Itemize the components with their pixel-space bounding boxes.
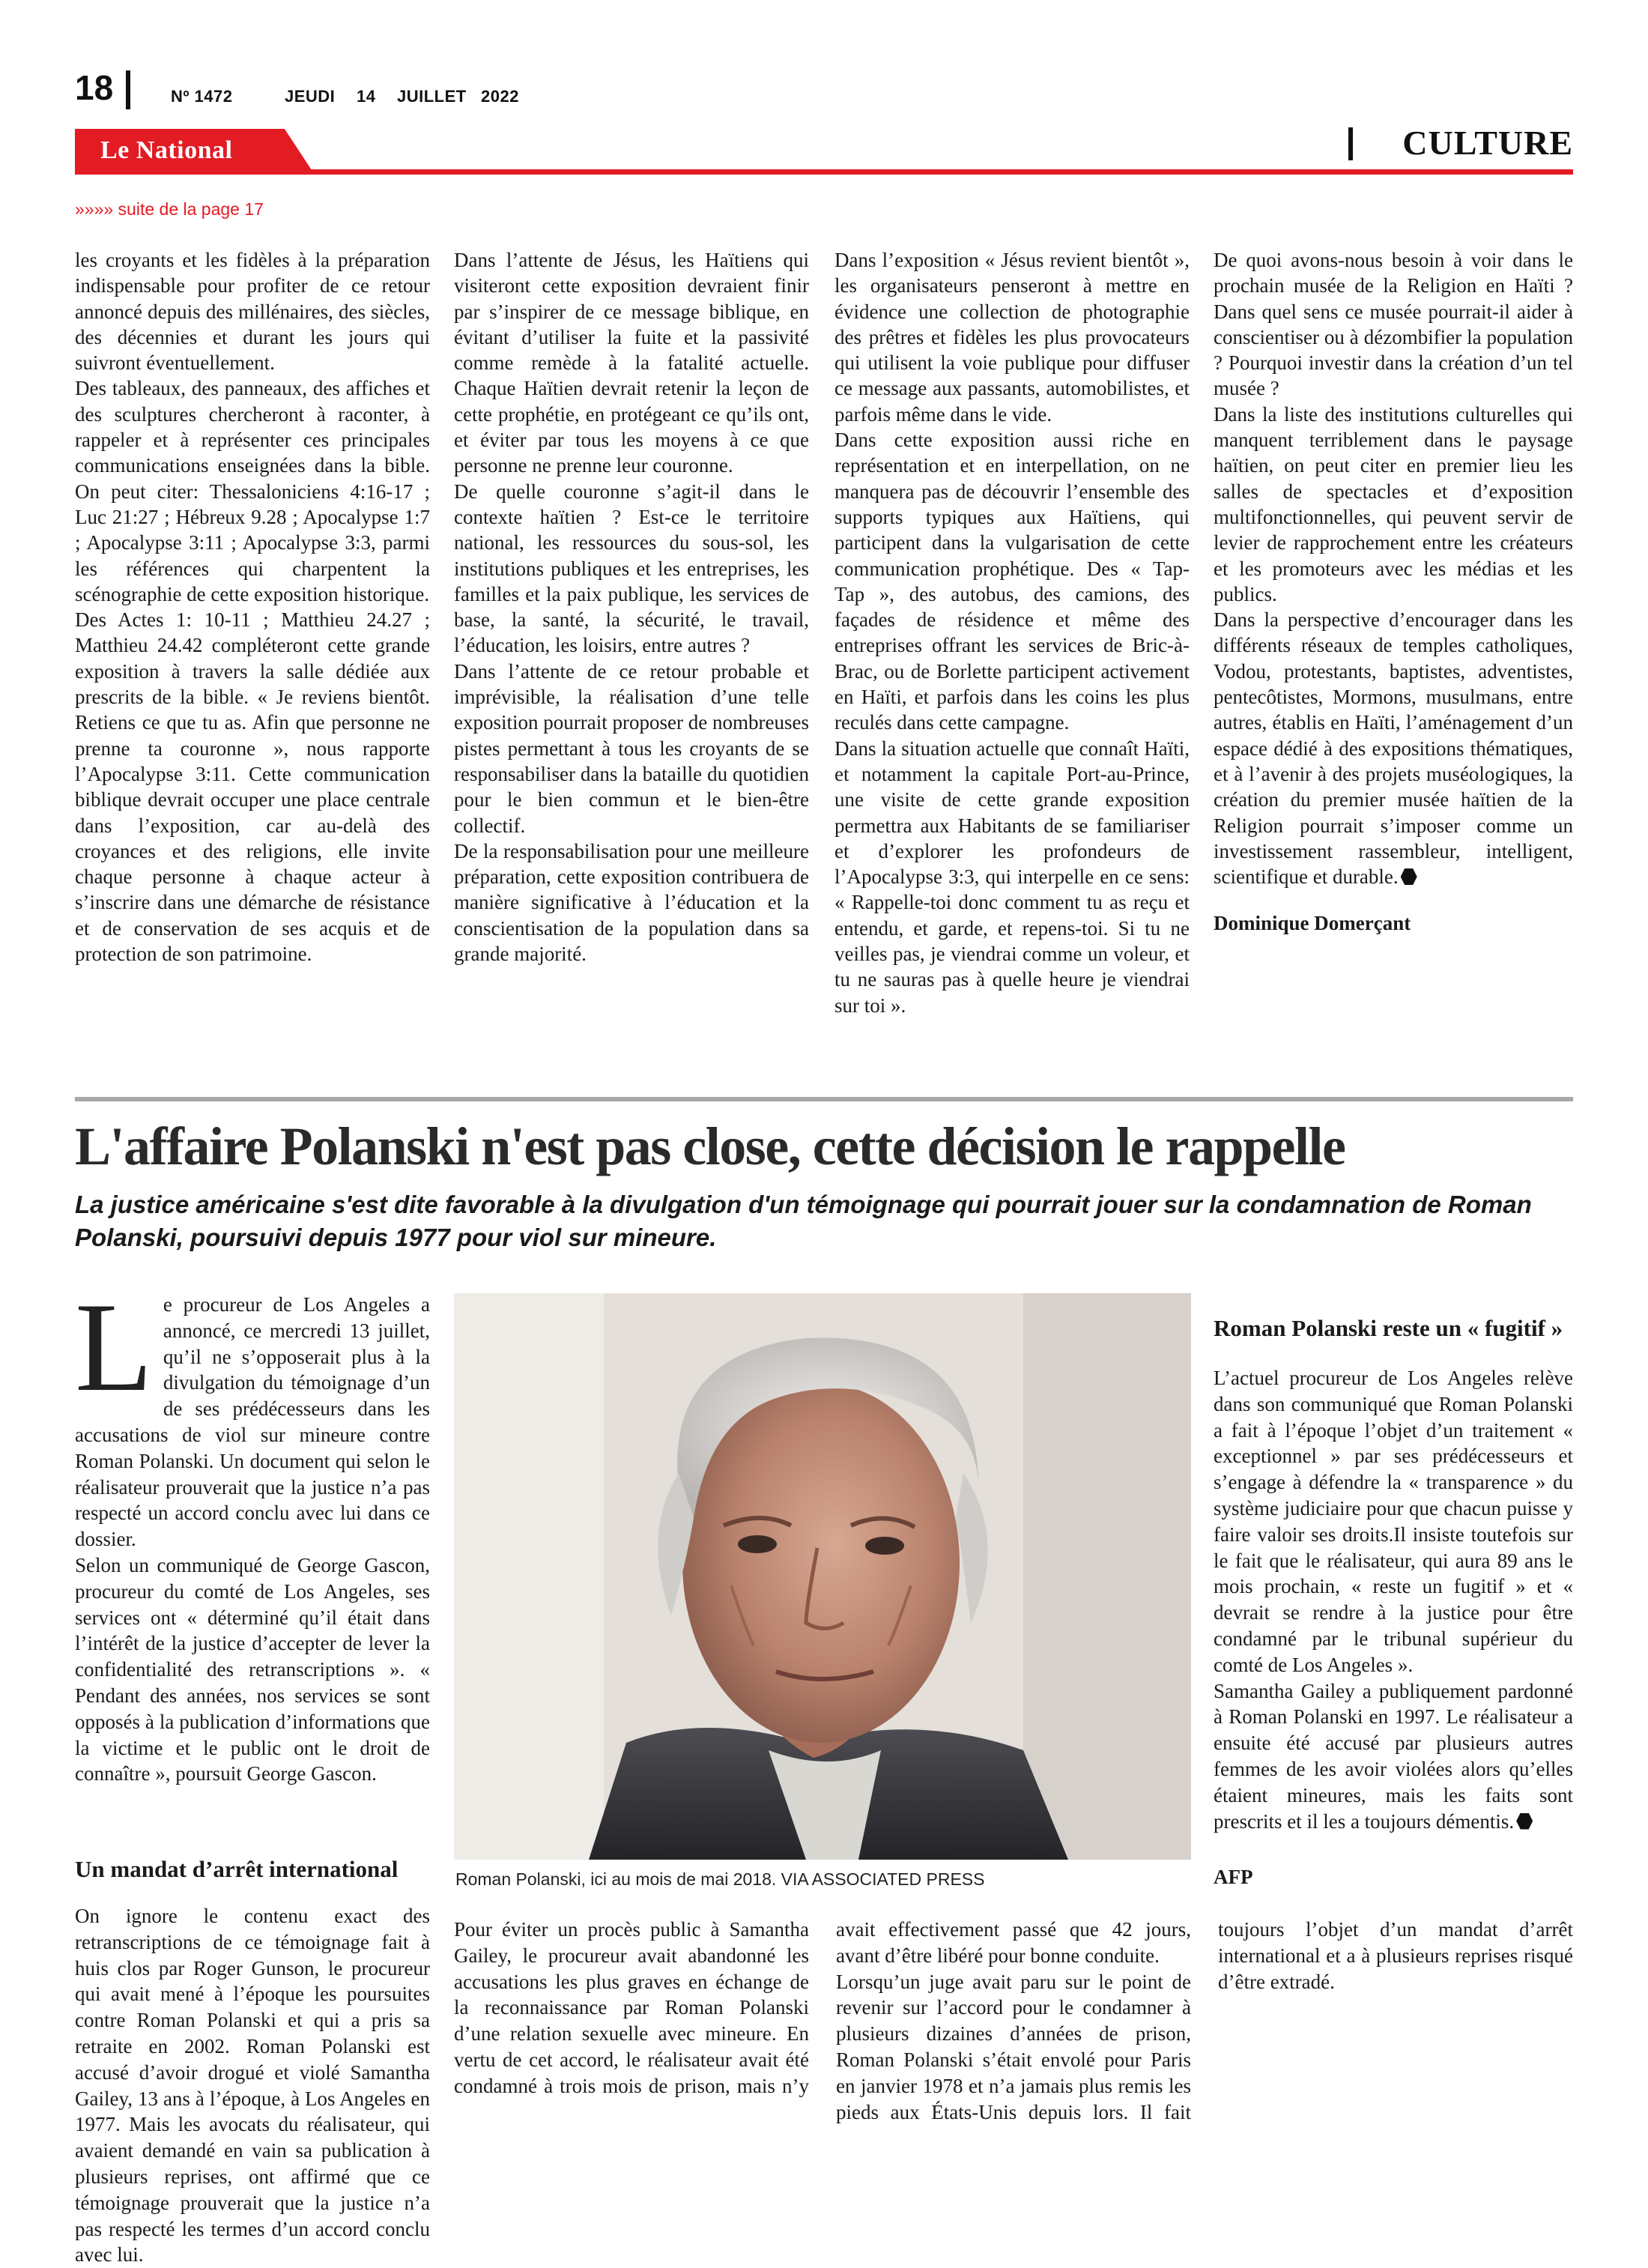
article-divider [75, 1097, 1573, 1101]
date-day: 14 [357, 87, 376, 106]
author-byline: AFP [1214, 1866, 1253, 1889]
date-month: JUILLET [397, 87, 467, 106]
paragraph: Lorsqu’un juge avait paru sur le point de revenir sur l’accord pour le condamner à plusieurs dizaines d’années de prison, Roman Polanski s’était envolé pour Paris en janvier 1978 et n’a jamais plus remis les pieds aux États-Unis depuis lors. Il fait toujours l’objet d’un mandat d’arrêt international et a à plusieurs reprises risqué d’être extradé. [836, 1918, 1573, 2123]
top-article-column-4 [1214, 247, 1573, 937]
paragraph: Dans l’exposition « Jésus revient bientôt », les organisateurs penseront à mettre en évidence une collection de photographie des prêtres et fidèles les plus provocateurs qui utilisent la voie publique pour diffuser ce message aux passants, automobilistes, et parfois même dans le vide. [834, 249, 1190, 426]
end-of-article-icon [1401, 868, 1417, 885]
paragraph: De quoi avons-nous besoin à voir dans le prochain musée de la Religion en Haïti ? Dans quel sens ce musée pourrait-il aider à conscientiser ou à dézombifier la population ? Pourquoi investir dans la création d’un tel musée ? [1214, 249, 1573, 400]
photo-caption: Roman Polanski, ici au mois de mai 2018. VIA ASSOCIATED PRESS [455, 1869, 985, 1889]
section-title: CULTURE [1402, 124, 1573, 162]
article-photo [454, 1293, 1191, 1860]
lead-paragraph [75, 1277, 430, 1552]
paragraph: Dans la liste des institutions culturelles qui manquent terriblement dans le paysage haïtien, on peut citer en premier lieu les salles de spectacles et d’exposition multifonctionnelles, qui peuvent servir de levier de rapprochement entre les créateurs et les promoteurs avec les médias et les publics. [1214, 402, 1573, 605]
paragraph: Selon un communiqué de George Gascon, procureur du comté de Los Angeles, ses services ont « déterminé qu’il était dans l’intérêt de la justice d’accepter de lever la confidentialité des retranscriptions ». « Pendant des années, nos services se sont opposés à la publication d’informations que la victime et le public ont le droit de connaître », poursuit George Gascon. [75, 1553, 430, 1785]
issue-number: Nº 1472 [171, 87, 233, 106]
paragraph [1214, 607, 1573, 889]
paragraph: Dans cette exposition aussi riche en représentation et en interpellation, on ne manquera pas de découvrir l’ensemble des supports typiques aux Haïtiens, qui participent dans la vulgarisation de cette communication prophétique. Des « Tap-Tap », des autobus, des camions, des façades de résidence et même des entreprises offrant les services de Bric-à-Brac, ou de Borlette participent activement en Haïti, et parfois dans les coins les plus reculés dans cette campagne. [834, 429, 1190, 734]
paragraph: Dans l’attente de Jésus, les Haïtiens qui visiteront cette exposition devraient finir par s’inspirer de ce message biblique, en évitant d’utiliser la fuite et la passivité comme remède à la fatalité actuelle. Chaque Haïtien devrait retenir la leçon de cette prophétie, en protégeant ce qu’ils ont, et éviter par tous les moyens à ce que personne ne prenne leur couronne. [454, 249, 809, 477]
page-number: 18 [75, 68, 114, 107]
article-standfirst: La justice américaine s'est dite favorable à la divulgation d'un témoignage qui pourrait jouer sur la condamnation de Roman Polanski, poursuivi depuis 1977 pour viol sur mineure. [75, 1191, 1532, 1251]
paragraph: Des Actes 1: 10-11 ; Matthieu 24.27 ; Matthieu 24.42 compléteront cette grande exposition à travers la salle dédiée aux prescrits de la bible. « Je reviens bientôt. Retiens ce que tu as. Afin que personne ne prenne ta couronne », nous rapporte l’Apocalypse 3:11. Cette communication biblique devrait occuper une place centrale dans l’exposition, car au-delà des croyances et des religions, elle invite chaque personne à chaque acteur à s’inscrire dans une démarche de résistance et de conservation de ses acquis et de protection de son patrimoine. [75, 608, 430, 966]
article-columns-2-3 [454, 1917, 1573, 2149]
top-article-column-1 [75, 247, 430, 967]
date-weekday: JEUDI [285, 87, 336, 106]
paragraph-text: Dans la perspective d’encourager dans les différents réseaux de temples catholiques, Vodou, protestants, baptistes, adventistes, pentecôtistes, Mormons, musulmans, entre autres, établis en Haïti, l’aménagement d’un espace dédié à des expositions thématiques, et à l’avenir à des projets muséologiques, la création du premier musée haïtien de la Religion pourrait s’imposer comme un investissement rassembleur, intelligent, scientifique et durable. [1214, 608, 1573, 889]
article-headline: L'affaire Polanski n'est pas close, cette décision le rappelle [75, 1116, 1345, 1176]
subheading: Roman Polanski reste un « fugitif » [1214, 1315, 1563, 1341]
paragraph: Des tableaux, des panneaux, des affiches et des sculptures chercheront à raconter, à rappeler et à représenter ces principales communications enseignées dans la bible. On peut citer: Thessaloniciens 4:16-17 ; Luc 21:27 ; Hébreux 9.28 ; Apocalypse 1:7 ; Apocalypse 3:11 ; Apocalypse 3:3, parmi les références qui charpentent la scénographie de cette exposition historique. [75, 377, 430, 605]
article-column-1 [75, 1277, 430, 1787]
paragraph: De la responsabilisation pour une meilleure préparation, cette exposition contribuera de manière significative à l’éducation et la conscientisation de la population dans sa grande majorité. [454, 839, 809, 966]
top-article-column-3 [834, 247, 1190, 1018]
paragraph: De quelle couronne s’agit-il dans le contexte haïtien ? Est-ce le territoire national, les ressources du sous-sol, les institutions publiques et les entreprises, les familles et la paix publique, les services de base, la santé, la sécurité, le travail, l’éducation, les loisirs, entre autres ? [454, 480, 809, 657]
paragraph [1214, 1678, 1573, 1835]
drop-cap: L [75, 1277, 153, 1418]
portrait-image [454, 1293, 1191, 1860]
author-byline: Dominique Domerçant [1214, 912, 1411, 935]
paragraph: L’actuel procureur de Los Angeles relève dans son communiqué que Roman Polanski a fait à l’époque l’objet d’un traitement « exceptionnel » par ses prédécesseurs et s’engage à défendre la « transparence » du système judiciaire pour que chacun puisse y faire valoir ses droits.Il insiste toutefois sur le fait que le réalisateur, qui aura 89 ans le mois prochain, « reste un fugitif » et « devrait se rendre à la justice pour être condamné par le tribunal supérieur du comté de Los Angeles ». [1214, 1367, 1573, 1676]
continued-from-link[interactable]: »»»» suite de la page 17 [75, 199, 264, 219]
article-column-4 [1214, 1292, 1573, 1890]
page-number-divider [126, 70, 130, 109]
paragraph: Dans la situation actuelle que connaît Haïti, et notamment la capitale Port-au-Prince, une visite de cette grande exposition permettra aux Habitants de se familiariser et d’explorer les profondeurs de l’Apocalypse 3:3, qui interpelle en ce sens: « Rappelle-toi donc comment tu as reçu et entendu, et garde, et repens-toi. Si tu ne veilles pas, je viendrai comme un voleur, et tu ne sauras pas à quelle heure je viendrai sur toi ». [834, 737, 1190, 1017]
paragraph: On ignore le contenu exact des retranscriptions de ce témoignage fait à huis clos par Roger Gunson, le procureur qui avait mené à l’époque les poursuites contre Roman Polanski et qui a pris sa retraite en 2002. Roman Polanski est accusé d’avoir drogué et violé Samantha Gailey, 13 ans à l’époque, à Los Angeles en 1977. Mais les avocats du réalisateur, qui avaient demandé en vain sa publication à plusieurs reprises, ont affirmé que ce témoignage prouverait que la justice n’a pas respecté les termes d’un accord conclu avec lui. [75, 1905, 430, 2267]
paragraph: Pour éviter un procès public à Samantha Gailey, le procureur avait abandonné les accusations les plus graves en échange de la reconnaissance par Roman Polanski d’une relation sexuelle avec mineure. En vertu de cet accord, le réalisateur avait été condamné à trois mois de prison, mais n’y avait effectivement passé que 42 jours, avant d’être libéré pour bonne conduite. [454, 1918, 1191, 2097]
end-of-article-icon [1516, 1813, 1533, 1830]
paragraph: Dans l’attente de ce retour probable et imprévisible, la réalisation d’une telle exposition pourrait proposer de nombreuses pistes permettant à tous les croyants de se responsabiliser dans la bataille du quotidien pour le bien commun et le bien-être collectif. [454, 659, 809, 837]
lead-text: e procureur de Los Angeles a annoncé, ce mercredi 13 juillet, qu’il ne s’opposerait plus à la divulgation du témoignage d’un de ses prédécesseurs dans les accusations de viol sur mineure contre Roman Polanski. Un document qui selon le réalisateur prouverait que la justice n’a pas respecté un accord conclu avec lui dans ce dossier. [75, 1293, 430, 1551]
publication-name: Le National [100, 136, 233, 164]
subheading: Un mandat d’arrêt international [75, 1856, 399, 1882]
top-article-column-2 [454, 247, 809, 967]
date-year: 2022 [481, 87, 519, 106]
section-divider [1348, 127, 1353, 160]
paragraph-text: Samantha Gailey a publiquement pardonné à Roman Polanski en 1997. Le réalisateur a ensuite été accusé par plusieurs autres femmes de les avoir violées alors qu’elles étaient mineures, mais les faits sont prescrits et il les a toujours démentis. [1214, 1679, 1573, 1833]
article-column-1-continued [75, 1903, 430, 2268]
paragraph: les croyants et les fidèles à la préparation indispensable pour profiter de ce retour annoncé depuis des millénaires, des siècles, des décennies et durant les jours qui suivront éventuellement. [75, 249, 430, 375]
